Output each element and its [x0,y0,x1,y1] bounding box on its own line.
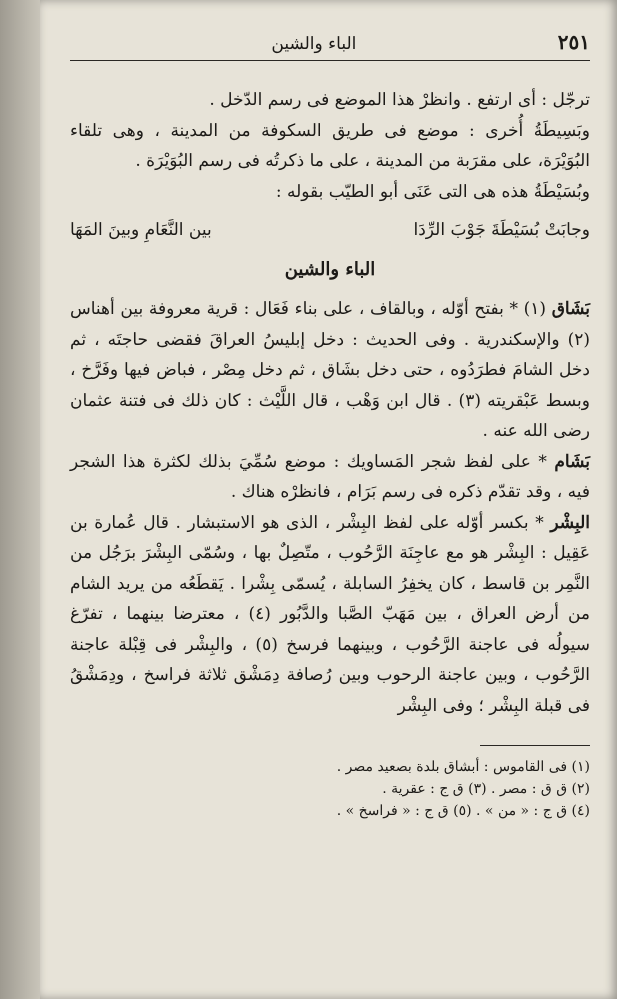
entry-headword: بَشَاق [551,299,590,319]
verse-first-hemistich: وجابَتْ بُسَيْطَةَ جَوْبَ الرِّدَا [413,220,590,240]
footnotes [70,756,590,822]
paragraph: وبُسَيْطَةُ هذه هى التى عَنَى أبو الطيّب بقوله : [275,181,590,202]
running-head-title: الباء والشين [271,34,357,54]
footnote: (١) فى القاموس : أبشاق بلدة بصعيد مصر . [336,759,590,775]
entry [70,447,590,508]
entry-text: (١) * بفتح أوّله ، وبالقاف ، على بناء فَعَال : قرية معروفة بين أهناس (٢) والإسكندرية . وفى الحديث : دخل إبليسُ العراقَ فقضى حاجتَه ، ثم دخل الشامَ فطرَدُوه ، حتى دخل بشَاق ، ثم دخل مِصْر ، فباض فيها وفَرَّخ ، وبسط عَبْقريته (٣) . قال ابن وَهْب ، قال اللَّيْث : كان ذلك فى فتنة عثمان رضى الله عنه . [70,299,591,441]
page-content [70,30,590,822]
paragraph: وبَسِيطَةُ أُخرى : موضع فى طريق السكوفة من المدينة ، وهى تلقاء البُوَيْرَة، على مقرَبة من المدينة ، على ما ذكرتُه فى رسم البُوَيْرَة . [70,120,590,171]
footnote: (٢) ق ق : مصر . (٣) ق ج : عقرية . [382,781,590,797]
page-number: ٢٥١ [557,30,590,54]
verse-second-hemistich: بين النَّعَامِ وبينَ المَهَا [70,220,212,240]
entry [70,508,590,722]
footnote: (٤) ق ج : « من » . (٥) ق ج : « فراسخ » . [336,803,590,819]
body-text [70,85,590,721]
entry-text: * على لفظ شجر المَساويك : موضع سُمِّيَ بذلك لكثرة هذا الشجر فيه ، وقد تقدّم ذكره فى رسم بَرَام ، فانظرْه هناك . [70,451,590,502]
book-gutter [0,0,40,999]
verse-line [70,215,590,245]
section-title: الباء والشين [284,259,376,280]
paragraph: ترجّل : أى ارتفع . وانظرْ هذا الموضع فى رسم الدّخل . [209,90,590,110]
entry-headword: بَشَام [554,451,590,472]
entry-text: * بكسر أوّله على لفظ البِشْر ، الذى هو الاستبشار . قال عُمارة بن عَقِيل : البِشْر هو مع عاجِنَة الرَّحُوب ، متّصِلٌ بها ، وسُمّى البِشْرَ برَجُل من النَّمِر بن قاسط ، كان يخفِرُ السابلة ، يُسمّى بِشْرا . يَقطَعُه من يريد الشام من أرض العراق ، بين مَهَبّ الصَّبا والدَّبُور (٤) ، معترضا بينهما ، تفرّغ سيولُه فى عاجنة الرَّحُوب ، وبينهما فرسخ (٥) ، والبِشْر فى قِبْلة عاجنة الرَّحُوب ، وبين عاجنة الرحوب وبين رُصافة دِمَشْق ثلاثة فراسخ ، ودِمَشْقُ فى قبلة البِشْر ؛ وفى البِشْر [70,512,590,716]
running-head [70,30,590,61]
footnote-rule [480,745,590,746]
entry [70,294,590,447]
entry-headword: البِشْر [550,512,590,533]
